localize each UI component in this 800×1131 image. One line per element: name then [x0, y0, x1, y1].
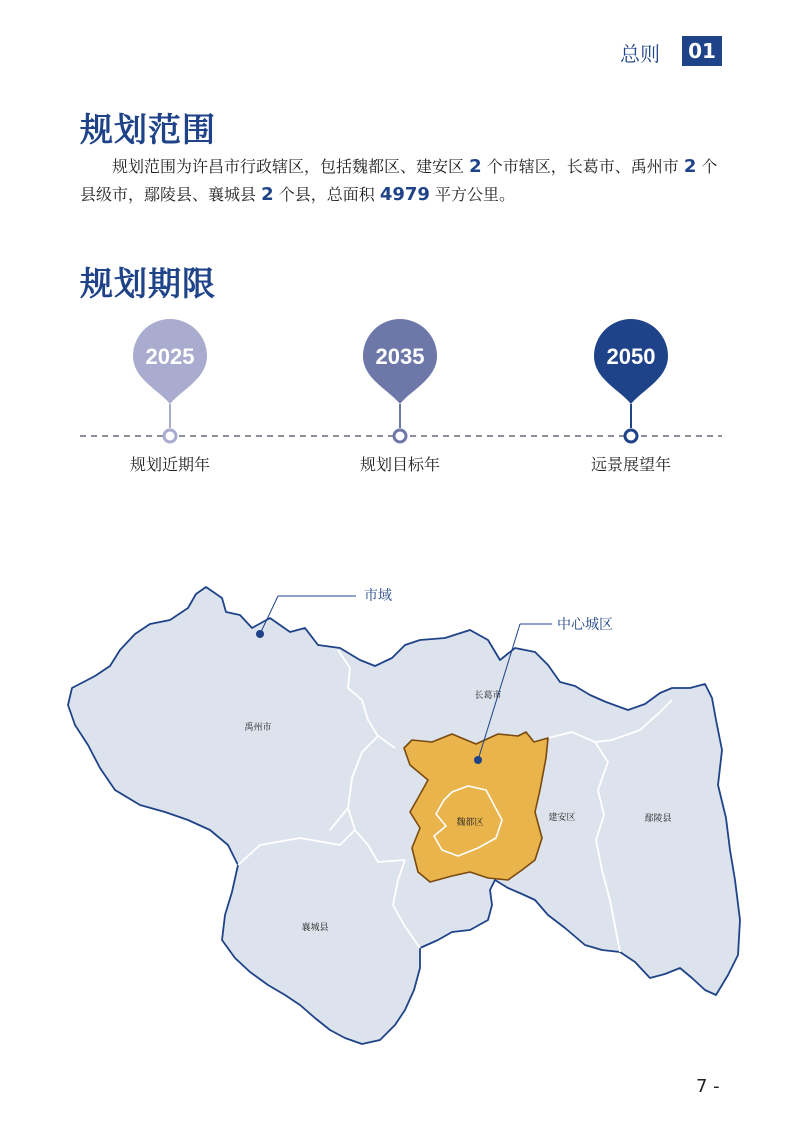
pin-2025	[133, 319, 207, 442]
callout-center-dot	[474, 756, 482, 764]
pin-2025-year: 2025	[145, 344, 195, 369]
region-label-changge: 长葛市	[474, 691, 502, 701]
scope-title: 规划范围	[80, 110, 216, 149]
milestone-label-2025: 规划近期年	[129, 455, 211, 474]
region-label-yanling: 鄢陵县	[644, 814, 672, 824]
period-title: 规划期限	[80, 264, 216, 303]
pin-2035-dot	[394, 430, 406, 442]
callout-center-label: 中心城区	[557, 617, 613, 633]
central-city-district	[404, 732, 548, 882]
map-outline	[68, 587, 740, 1044]
pin-2050	[594, 319, 668, 442]
timeline	[0, 0, 800, 470]
header-section-number: 01	[682, 36, 722, 66]
pin-2025-dot	[164, 430, 176, 442]
header-section-title: 总则	[620, 42, 660, 66]
pin-2035-year: 2035	[375, 344, 425, 369]
callout-city-label: 市域	[364, 588, 392, 604]
callout-city-dot	[256, 630, 264, 638]
scope-paragraph: 规划范围为许昌市行政辖区，包括魏都区、建安区 2 个市辖区，长葛市、禹州市 2 个县级市，鄢陵县、襄城县 2 个县，总面积 4979 平方公里。	[80, 156, 718, 205]
region-map	[0, 560, 800, 1080]
pin-2035	[363, 319, 437, 442]
region-label-yuzhou: 禹州市	[244, 723, 272, 733]
milestone-label-2050: 远景展望年	[590, 455, 672, 474]
pin-2050-dot	[625, 430, 637, 442]
milestone-label-2035: 规划目标年	[359, 455, 441, 474]
page-number: 7 -	[696, 1076, 720, 1097]
region-label-jianan: 建安区	[548, 813, 576, 823]
pin-2050-year: 2050	[606, 344, 656, 369]
region-label-weidu: 魏都区	[456, 818, 484, 828]
region-label-xiangcheng: 襄城县	[301, 923, 329, 933]
